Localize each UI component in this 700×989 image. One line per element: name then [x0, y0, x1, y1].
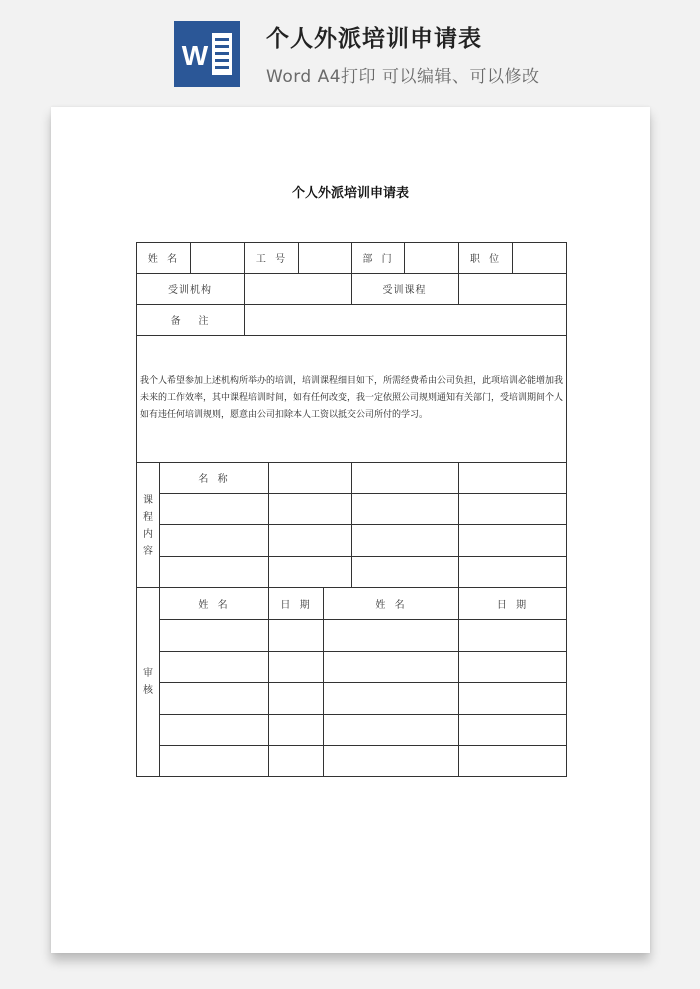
course-field[interactable]	[458, 273, 566, 304]
name-field[interactable]	[190, 242, 244, 273]
approval-name-header-1: 姓 名	[198, 599, 229, 611]
institution-label: 受训机构	[168, 285, 212, 296]
employee-id-label: 工 号	[255, 254, 287, 265]
statement-text: 我个人希望参加上述机构所举办的培训，培训课程细目如下，所需经费希由公司负担，此项培训必能增加我未来的工作效率，其中课程培训时间，如有任何改变，我一定依照公司规则通知有关部门，受培训期间个人如有违任何培训规则，愿意由公司扣除本人工资以抵交公司所付的学习。	[140, 376, 564, 420]
name-label: 姓 名	[147, 254, 179, 265]
course-label: 受训课程	[382, 285, 427, 296]
remark-label: 备 注	[170, 316, 210, 327]
approval-label: 审核	[143, 668, 153, 696]
document-page	[51, 107, 650, 953]
position-label: 职 位	[469, 254, 501, 265]
department-field[interactable]	[404, 242, 458, 273]
institution-field[interactable]	[244, 273, 351, 304]
approval-date-header-1: 日 期	[280, 599, 311, 611]
approval-date-header-2: 日 期	[496, 599, 528, 611]
department-label: 部 门	[362, 254, 393, 265]
course-name-header: 名 称	[198, 474, 229, 485]
application-form	[136, 242, 567, 777]
document-title: 个人外派培训申请表	[291, 186, 409, 201]
position-field[interactable]	[512, 242, 566, 273]
remark-field[interactable]	[244, 304, 566, 335]
course-content-label: 课程内容	[143, 495, 153, 557]
employee-id-field[interactable]	[298, 242, 351, 273]
word-icon	[174, 21, 240, 87]
header-title: 个人外派培训申请表	[266, 26, 482, 52]
header-subtitle: Word A4打印 可以编辑、可以修改	[266, 67, 540, 87]
svg-text:W: W	[181, 40, 209, 71]
approval-name-header-2: 姓 名	[375, 599, 406, 611]
